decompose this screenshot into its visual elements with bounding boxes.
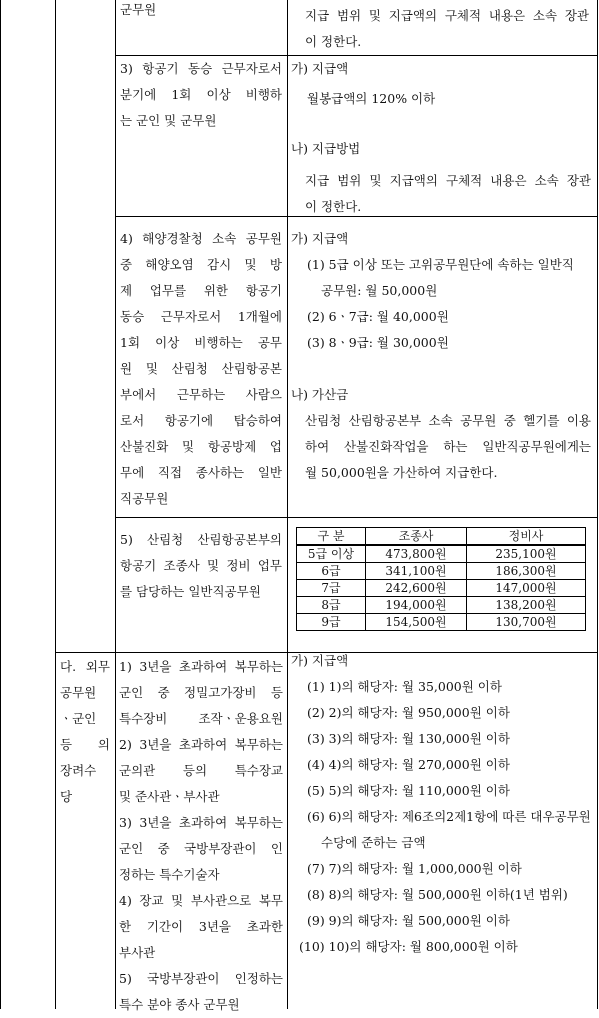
table-cell: 130,700원 [467, 614, 586, 631]
table-cell: 6급 [297, 563, 366, 580]
text-line: 직공무원 [120, 491, 169, 506]
border-col3 [287, 0, 288, 1009]
text-line: 월 50,000원을 가산하여 지급한다. [305, 465, 498, 480]
table-cell: 154,500원 [366, 614, 467, 631]
text-line: 항공기 조종사 및 정비 업무 [120, 558, 282, 573]
text-line: 1) 3년을 초과하여 복무하는 [119, 659, 283, 674]
list-item: (6) 6)의 해당자: 제6조의2제1항에 따른 대우공무원 [307, 809, 591, 824]
table-cell: 194,000원 [366, 597, 467, 614]
text-line: 장려수 [60, 763, 97, 778]
table-cell: 9급 [297, 614, 366, 631]
text-line: ㆍ군인 [60, 711, 97, 726]
table-header-row [297, 528, 586, 546]
text-line: 지급 범위 및 지급액의 구체적 내용은 소속 장관 [305, 8, 589, 23]
row3-col2 [120, 527, 282, 605]
text-line: 2) 3년을 초과하여 복무하는 [119, 737, 283, 752]
text-line: 무에 직접 종사하는 일반 [120, 465, 282, 480]
text-line: 3) 항공기 동승 근무자로서 [120, 61, 282, 76]
text-line: 당 [60, 789, 73, 804]
row4-col1 [60, 654, 110, 810]
table-header: 조종사 [366, 528, 467, 546]
text-line: 이 정한다. [305, 199, 362, 214]
table-row [297, 545, 586, 563]
text-line: 4) 해양경찰청 소속 공무원 [120, 231, 282, 246]
row0-col3 [305, 3, 589, 55]
list-item: (9) 9)의 해당자: 월 500,000원 이하 [307, 913, 510, 928]
list-item: (1) 1)의 해당자: 월 35,000원 이하 [307, 679, 502, 694]
text-line: 한 기간이 3년을 초과한 [119, 919, 283, 934]
text-line: 분기에 1회 이상 비행하 [120, 87, 282, 102]
text-line: 다. 외무 [60, 659, 110, 674]
text-line: 로서 항공기에 탑승하여 [120, 413, 282, 428]
border-col1 [55, 0, 56, 1009]
table-header: 구 분 [297, 528, 366, 546]
text-line: 지급 범위 및 지급액의 구체적 내용은 소속 장관 [305, 173, 591, 188]
border-left [0, 0, 1, 1009]
text-line: 5) 산림청 산림항공본부의 [120, 532, 282, 547]
text-line: 3) 3년을 초과하여 복무하는 [119, 815, 283, 830]
subsection-title: 나) 가산금 [291, 387, 349, 402]
text-line: 제 업무를 위한 항공기 [120, 283, 282, 298]
pay-table [296, 527, 586, 631]
table-cell: 341,100원 [366, 563, 467, 580]
table-cell: 147,000원 [467, 580, 586, 597]
text-line: 공무원 [60, 685, 97, 700]
row0-col2 [120, 0, 282, 23]
table-cell: 473,800원 [366, 545, 467, 563]
text-line: 군인 중 국방부장관이 인 [119, 841, 283, 856]
table-row [297, 580, 586, 597]
text-line: 산불진화 및 항공방제 업 [120, 439, 282, 454]
text-line: 를 담당하는 일반직공무원 [120, 584, 261, 599]
text-line: 원 및 산림청 산림항공본 [120, 361, 282, 376]
list-item: (10) 10)의 해당자: 월 800,000원 이하 [299, 939, 518, 954]
text-line: 특수장비 조작ㆍ운용요원 [119, 711, 283, 726]
border-right [597, 0, 598, 1009]
table-row [297, 614, 586, 631]
subsection-title: 가) 지급액 [291, 653, 349, 668]
text-line: 5) 국방부장관이 인정하는 [119, 971, 283, 986]
list-item: (2) 2)의 해당자: 월 950,000원 이하 [307, 705, 510, 720]
row2-col3 [291, 226, 591, 486]
subsection-title: 가) 지급액 [291, 61, 349, 76]
text-line: 군인 중 정밀고가장비 등 [119, 685, 283, 700]
table-cell: 8급 [297, 597, 366, 614]
table-cell: 186,300원 [467, 563, 586, 580]
subsection-title: 나) 지급방법 [291, 141, 361, 156]
list-item: (2) 6ㆍ7급: 월 40,000원 [307, 309, 449, 324]
row1-col2 [120, 56, 282, 134]
table-cell: 242,600원 [366, 580, 467, 597]
text-line: 1회 이상 비행하는 공무 [120, 335, 282, 350]
row4-col2 [119, 654, 283, 1018]
row2-col2 [120, 226, 282, 512]
text-line: 산림청 산림항공본부 소속 공무원 중 헬기를 이용 [305, 413, 591, 428]
table-row [297, 563, 586, 580]
table-cell: 235,100원 [467, 545, 586, 563]
table-cell: 138,200원 [467, 597, 586, 614]
text-line: 하여 산불진화작업을 하는 일반직공무원에게는 [305, 439, 591, 454]
text-line: 4) 장교 및 부사관으로 복무 [119, 893, 283, 908]
text-line: 정하는 특수기술자 [119, 867, 220, 882]
text-line: 군의관 등의 특수장교 [119, 763, 283, 778]
text-line: 중 해양오염 감시 및 방 [120, 257, 282, 272]
text-line: 는 군인 및 군무원 [120, 113, 217, 128]
text-line: 특수 분야 종사 군무원 [119, 997, 240, 1012]
text-line: 이 정한다. [305, 34, 362, 49]
table-cell: 5급 이상 [297, 545, 366, 563]
list-item: 수당에 준하는 금액 [321, 835, 426, 850]
text-line: 및 준사관ㆍ부사관 [119, 789, 220, 804]
table-cell: 7급 [297, 580, 366, 597]
table-header: 정비사 [467, 528, 586, 546]
border-col2 [115, 0, 116, 1009]
list-item: (5) 5)의 해당자: 월 110,000원 이하 [307, 783, 510, 798]
list-item: (1) 5급 이상 또는 고위공무원단에 속하는 일반직 [307, 257, 574, 272]
row-divider [115, 517, 598, 518]
row4-col3 [291, 648, 595, 960]
subsection-title: 가) 지급액 [291, 231, 349, 246]
table-row [297, 597, 586, 614]
list-item: (3) 8ㆍ9급: 월 30,000원 [307, 335, 449, 350]
text-line: 부사관 [119, 945, 156, 960]
list-item: (8) 8)의 해당자: 월 500,000원 이하(1년 범위) [307, 887, 568, 902]
text-line: 부에서 근무하는 사람으 [120, 387, 282, 402]
list-item: 공무원: 월 50,000원 [321, 283, 438, 298]
text-line: 월봉급액의 120% 이하 [307, 91, 436, 106]
text-line: 군무원 [120, 2, 157, 17]
text-line: 동승 근무자로서 1개월에 [120, 309, 282, 324]
list-item: (7) 7)의 해당자: 월 1,000,000원 이하 [307, 861, 522, 876]
text-line: 등 의 [60, 737, 110, 752]
list-item: (3) 3)의 해당자: 월 130,000원 이하 [307, 731, 510, 746]
list-item: (4) 4)의 해당자: 월 270,000원 이하 [307, 757, 510, 772]
row1-col3 [291, 56, 591, 220]
